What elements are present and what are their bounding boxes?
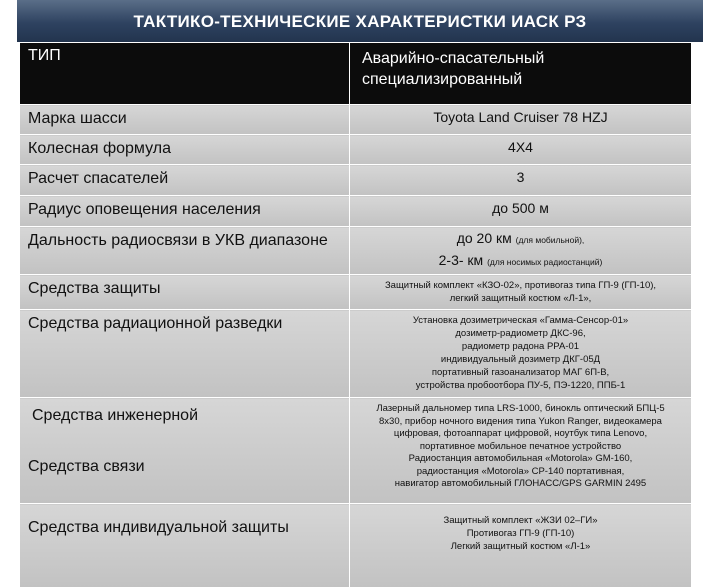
row-label: Марка шасси: [20, 105, 350, 135]
row-value: [350, 504, 692, 588]
type-value-line: Аварийно-спасательный: [362, 50, 545, 67]
range-main: 2-3- км: [438, 252, 484, 268]
row-value: [350, 398, 692, 504]
radio-range-mobile: [350, 228, 691, 250]
row-label: Дальность радиосвязи в УКВ диапазоне: [20, 227, 350, 275]
specs-table: [19, 42, 692, 588]
value-line: легкий защитный костюм «Л-1»,: [449, 293, 592, 304]
table-row: [20, 275, 692, 310]
value-line: портативное мобильное печатное устройство: [419, 440, 622, 452]
type-value-line: специализированный: [362, 71, 523, 88]
label-engineering: Средства инженерной: [32, 407, 199, 424]
value-line: Противогаз ГП-9 (ГП-10): [466, 528, 575, 539]
range-main: до 20 км: [456, 230, 512, 246]
row-value: 4Х4: [350, 135, 692, 165]
table-header-row: [20, 43, 692, 105]
value-line: дозиметр-радиометр ДКС-96,: [455, 328, 586, 339]
value-line: Легкий защитный костюм «Л-1»: [450, 541, 591, 552]
row-label: Средства радиационной разведки: [20, 310, 350, 398]
row-value: [350, 275, 692, 310]
row-value: Toyota Land Cruiser 78 HZJ: [350, 105, 692, 135]
value-line: радиостанция «Motorola» CP-140 портативная,: [416, 465, 625, 477]
row-value: [350, 310, 692, 398]
label-communications: Средства связи: [28, 458, 145, 475]
table-row: [20, 165, 692, 196]
value-line: индивидуальный дозиметр ДКГ-05Д: [440, 354, 601, 365]
table-row: [20, 196, 692, 227]
row-label: Средства защиты: [20, 275, 350, 310]
value-line: 8х30, прибор ночного видения типа Yukon Ranger, видеокамера: [379, 415, 662, 427]
table-row: [20, 504, 692, 588]
row-label: Средства индивидуальной защиты: [20, 504, 350, 588]
type-label: ТИП: [20, 43, 350, 105]
value-line: Защитный комплект «ЖЗИ 02–ГИ»: [443, 515, 598, 526]
row-label: Радиус оповещения населения: [20, 196, 350, 227]
value-line: Радиостанция автомобильная «Motorola» GM-160,: [408, 453, 633, 464]
range-note: (для носимых радиостанций): [487, 257, 603, 267]
table-row: [20, 105, 692, 135]
value-line: Защитный комплект «КЗО-02», противогаз типа ГП-9 (ГП-10),: [384, 280, 657, 291]
row-value: [350, 227, 692, 275]
value-line: цифровая, фотоаппарат цифровой, ноутбук типа Lenovo,: [393, 428, 648, 439]
value-line: Установка дозиметрическая «Гамма-Сенсор-01»: [412, 315, 629, 326]
page-title: ТАКТИКО-ТЕХНИЧЕСКИЕ ХАРАКТЕРИСТКИ ИАСК РЗ: [17, 0, 703, 42]
table-row: [20, 310, 692, 398]
value-line: портативный газоанализатор МАГ 6П-В,: [431, 367, 610, 378]
type-value: [350, 43, 692, 105]
range-note: (для мобильной),: [515, 235, 585, 245]
row-label: Расчет спасателей: [20, 165, 350, 196]
value-line: радиометр радона РРА-01: [461, 341, 580, 352]
table-row: [20, 135, 692, 165]
row-label: [20, 398, 350, 504]
row-value: до 500 м: [350, 196, 692, 227]
value-line: навигатор автомобильный ГЛОНАСС/GPS GARMIN 2495: [394, 478, 647, 489]
value-line: устройства пробоотбора ПУ-5, ПЭ-1220, ППБ-1: [415, 380, 626, 391]
row-value: 3: [350, 165, 692, 196]
radio-range-portable: [350, 250, 691, 272]
value-line: Лазерный дальномер типа LRS-1000, бинокль оптический БПЦ-5: [376, 403, 665, 414]
table-row: [20, 398, 692, 504]
row-label: Колесная формула: [20, 135, 350, 165]
table-row: [20, 227, 692, 275]
